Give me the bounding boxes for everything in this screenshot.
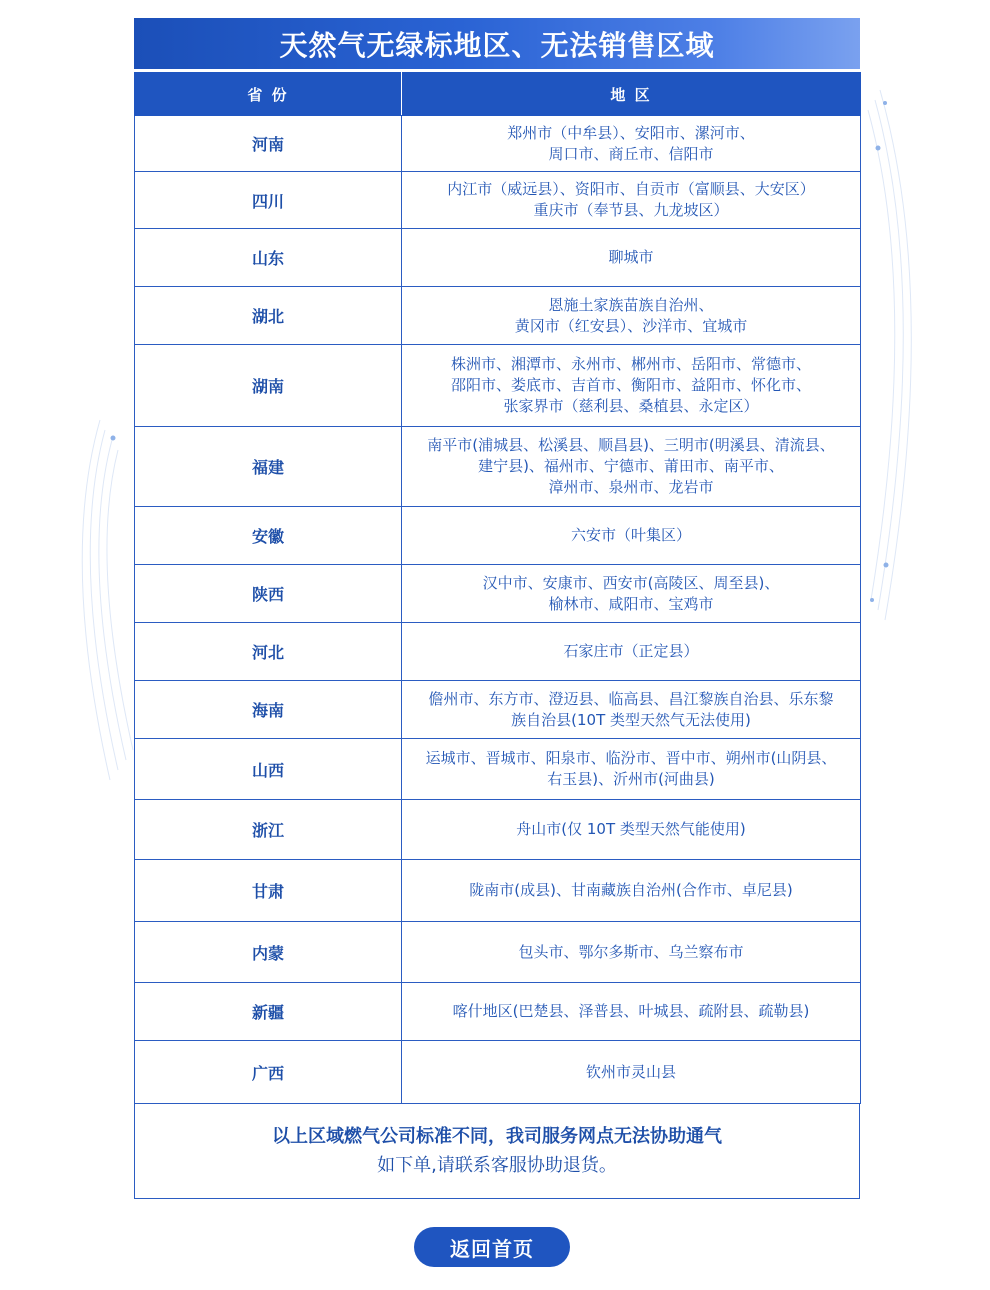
- province-cell: 新疆: [135, 983, 402, 1041]
- region-cell: [402, 922, 861, 983]
- table-row: [135, 800, 861, 860]
- region-line: 儋州市、东方市、澄迈县、临高县、昌江黎族自治县、乐东黎: [428, 689, 834, 708]
- table-row: [135, 229, 861, 287]
- region-cell: [402, 229, 861, 287]
- region-line: 邵阳市、娄底市、吉首市、衡阳市、益阳市、怀化市、: [450, 376, 811, 394]
- region-cell: [402, 427, 861, 507]
- table-header-row: [135, 73, 861, 116]
- region-line: 喀什地区(巴楚县、泽普县、叶城县、疏附县、疏勒县): [452, 1002, 810, 1020]
- region-line: 石家庄市（正定县）: [563, 642, 699, 660]
- region-line: 右玉县)、沂州市(河曲县): [547, 770, 715, 788]
- back-home-button[interactable]: 返回首页: [414, 1227, 570, 1267]
- province-cell: 广西: [135, 1041, 402, 1104]
- province-cell: 福建: [135, 427, 402, 507]
- table-body: [135, 116, 861, 1104]
- province-cell: 河北: [135, 623, 402, 681]
- region-line: 陇南市(成县)、甘南藏族自治州(合作市、卓尼县): [469, 881, 793, 899]
- province-cell: 浙江: [135, 800, 402, 860]
- region-line: 恩施土家族苗族自治州、: [548, 295, 714, 314]
- province-cell: 湖北: [135, 287, 402, 345]
- region-line: 运城市、晋城市、阳泉市、临汾市、晋中市、朔州市(山阴县、: [425, 749, 837, 767]
- region-line: 株洲市、湘潭市、永州市、郴州市、岳阳市、常德市、: [450, 355, 811, 373]
- region-line: 钦州市灵山县: [585, 1062, 676, 1081]
- region-line: 南平市(浦城县、松溪县、顺昌县)、三明市(明溪县、清流县、: [427, 436, 835, 454]
- province-cell: 甘肃: [135, 860, 402, 922]
- region-line: 内江市（威远县）、资阳市、自贡市（富顺县、大安区）: [447, 180, 815, 198]
- table-row: [135, 345, 861, 427]
- region-line: 漳州市、泉州市、龙岩市: [548, 478, 714, 496]
- region-table-container: [134, 72, 860, 1199]
- province-cell: 海南: [135, 681, 402, 739]
- region-line: 黄冈市（红安县）、沙洋市、宜城市: [514, 316, 748, 335]
- region-cell: [402, 681, 861, 739]
- region-line: 榆林市、咸阳市、宝鸡市: [548, 594, 714, 613]
- region-cell: [402, 623, 861, 681]
- region-cell: [402, 983, 861, 1041]
- province-cell: 安徽: [135, 507, 402, 565]
- region-cell: [402, 116, 861, 172]
- region-line: 张家界市（慈利县、桑植县、永定区）: [503, 397, 759, 415]
- header-province: 省 份: [135, 73, 402, 116]
- page-title: 天然气无绿标地区、无法销售区域: [134, 18, 860, 69]
- table-row: [135, 172, 861, 229]
- region-line: 包头市、鄂尔多斯市、乌兰察布市: [518, 942, 744, 961]
- region-line: 汉中市、安康市、西安市(高陵区、周至县)、: [482, 573, 780, 592]
- province-cell: 山西: [135, 739, 402, 800]
- table-row: [135, 623, 861, 681]
- table-row: [135, 922, 861, 983]
- header-region: 地 区: [402, 73, 861, 116]
- province-cell: 山东: [135, 229, 402, 287]
- province-cell: 内蒙: [135, 922, 402, 983]
- region-line: 舟山市(仅 10T 类型天然气能使用): [516, 820, 746, 838]
- region-line: 聊城市: [608, 248, 654, 266]
- region-cell: [402, 860, 861, 922]
- region-cell: [402, 345, 861, 427]
- region-cell: [402, 172, 861, 229]
- region-line: 郑州市（中牟县）、安阳市、漯河市、: [507, 123, 755, 142]
- province-cell: 湖南: [135, 345, 402, 427]
- table-row: [135, 427, 861, 507]
- region-line: 族自治县(10T 类型天然气无法使用): [511, 710, 751, 729]
- table-row: [135, 860, 861, 922]
- region-line: 重庆市（奉节县、九龙坡区）: [533, 201, 729, 219]
- region-cell: [402, 800, 861, 860]
- table-row: [135, 287, 861, 345]
- notice-box: [134, 1104, 860, 1199]
- province-cell: 四川: [135, 172, 402, 229]
- table-row: [135, 507, 861, 565]
- region-line: 六安市（叶集区）: [570, 526, 691, 544]
- table-row: [135, 681, 861, 739]
- table-row: [135, 739, 861, 800]
- region-cell: [402, 507, 861, 565]
- region-cell: [402, 565, 861, 623]
- province-cell: 陕西: [135, 565, 402, 623]
- notice-line-1: 以上区域燃气公司标准不同，我司服务网点无法协助通气: [272, 1126, 722, 1147]
- region-cell: [402, 287, 861, 345]
- table-row: [135, 983, 861, 1041]
- notice-line-2: 如下单,请联系客服协助退货。: [377, 1155, 617, 1176]
- table-row: [135, 1041, 861, 1104]
- table-row: [135, 116, 861, 172]
- region-cell: [402, 739, 861, 800]
- table-row: [135, 565, 861, 623]
- region-cell: [402, 1041, 861, 1104]
- province-cell: 河南: [135, 116, 402, 172]
- region-table: [134, 72, 861, 1104]
- region-line: 周口市、商丘市、信阳市: [548, 144, 714, 163]
- region-line: 建宁县)、福州市、宁德市、莆田市、南平市、: [478, 457, 784, 475]
